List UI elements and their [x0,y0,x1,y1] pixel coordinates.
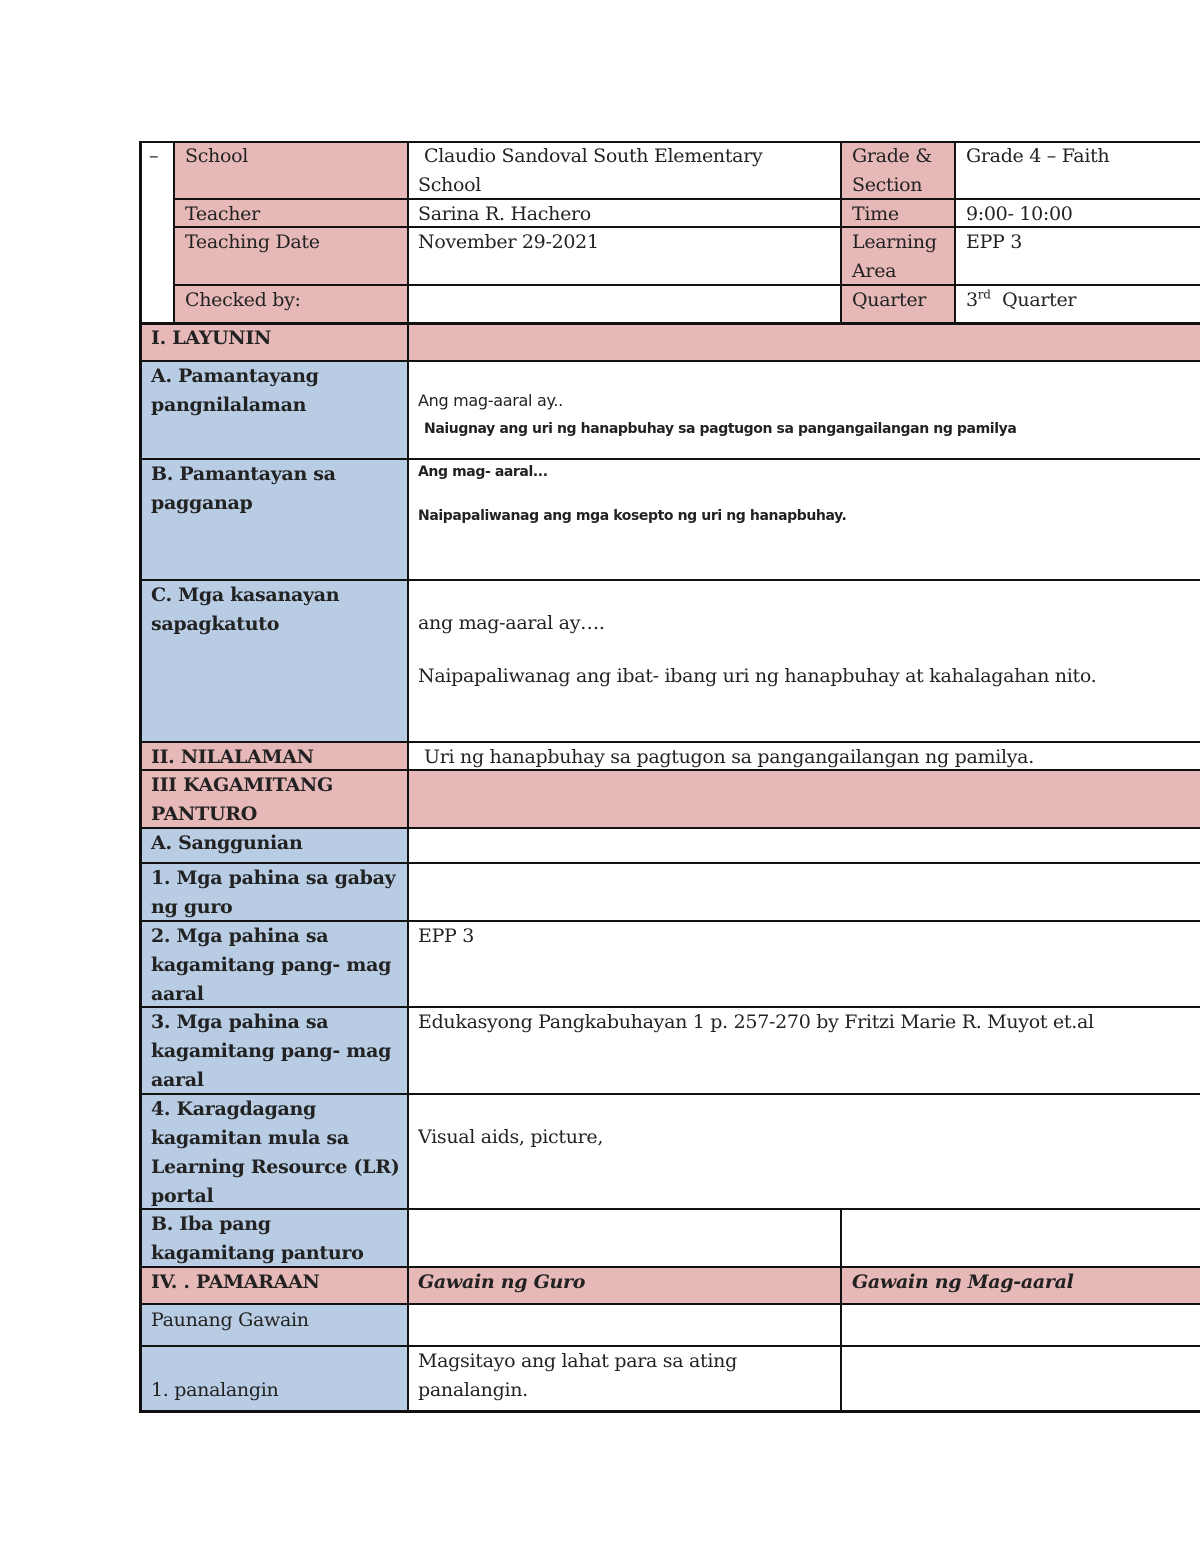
grid-line [139,1006,1200,1008]
teksbuk-label-line2: kagamitang pang- mag [151,1040,392,1062]
pagganap-label-line2: pagganap [151,492,253,514]
lr-portal-label-line3: Learning Resource (LR) [151,1156,400,1178]
pagganap-value-cell [408,460,1200,580]
kagamitan-magaaral-label-line3: aaral [151,983,204,1005]
grade-label-line2: Section [852,174,923,196]
grid-line [139,1093,1200,1095]
time-value: 9:00- 10:00 [966,203,1073,225]
date-value-cell [408,228,841,285]
quarter-suffix: rd [977,287,991,302]
pamantayang-value-cell [408,362,1200,459]
teacher-value: Sarina R. Hachero [418,203,591,225]
kasanayan-line1: ang mag-aaral ay…. [418,612,605,634]
kagamitan-magaaral-label-line2: kagamitang pang- mag [151,954,392,976]
grid-line [139,827,1200,829]
teksbuk-value: Edukasyong Pangkabuhayan 1 p. 257-270 by Fritzi Marie R. Muyot et.al [418,1011,1094,1033]
grid-line [139,862,1200,864]
checked-label: Checked by: [185,289,301,311]
paunang-gawain-guro-cell [408,1305,841,1346]
school-value-cell [408,142,841,199]
lr-portal-label-cell [141,1095,408,1209]
kasanayan-label-cell [141,581,408,742]
grid-line [139,458,1200,460]
grade-value-cell [956,142,1200,199]
school-label-cell [175,142,408,199]
kagamitan-title-cell [141,771,408,828]
school-label: School [185,145,249,167]
grid-line [139,920,1200,922]
area-value: EPP 3 [966,231,1023,253]
kagamitan-title-line1: III KAGAMITANG [151,774,333,796]
kagamitan-magaaral-value-cell [408,922,1200,1007]
quarter-label: Quarter [852,289,927,311]
iba-pang-guro-cell [408,1210,841,1267]
grid-line [840,1209,842,1412]
nilalaman-title: II. NILALAMAN [151,746,314,768]
pamantayang-label-line1: A. Pamantayang [151,365,319,387]
pamantayang-line2: Naiugnay ang uri ng hanapbuhay sa pagtugon sa pangangailangan ng pamilya [424,421,1017,437]
grid-line [173,198,1200,200]
kagamitan-magaaral-label-line1: 2. Mga pahina sa [151,925,329,947]
teksbuk-label-line3: aaral [151,1069,204,1091]
grid-line [139,1208,1200,1210]
quarter-label-cell [842,286,955,323]
dash-mark: – [149,145,159,167]
lr-portal-label-line2: kagamitan mula sa [151,1127,349,1149]
teacher-label: Teacher [185,203,260,225]
grid-line [954,141,956,324]
nilalaman-title-cell [141,743,408,770]
quarter-number: 3 [966,289,978,311]
kagamitan-title-line2: PANTURO [151,803,257,825]
gabay-value-cell [408,864,1200,921]
sanggunian-value-cell [408,829,1200,863]
grid-line [139,322,1200,325]
sanggunian-label-cell [141,829,408,863]
paunang-gawain-label: Paunang Gawain [151,1309,309,1331]
teacher-value-cell [408,200,841,227]
iba-pang-label-cell [141,1210,408,1267]
teksbuk-value-cell [408,1008,1200,1094]
kasanayan-label-line2: sapagkatuto [151,613,280,635]
grid-line [139,1266,1200,1268]
pamantayang-label-line2: pangnilalaman [151,394,307,416]
pamantayang-line1: Ang mag-aaral ay.. [418,391,563,410]
grid-line [139,1345,1200,1347]
checked-label-cell [175,286,408,323]
grid-line [139,141,142,1412]
grade-value: Grade 4 – Faith [966,145,1110,167]
pamantayang-label-cell [141,362,408,459]
grid-line [173,284,1200,286]
grid-line [139,579,1200,581]
pagganap-label-cell [141,460,408,580]
time-label-cell [842,200,955,227]
teksbuk-label-cell [141,1008,408,1094]
layunin-fill-cell [408,324,1200,361]
grid-line [173,226,1200,228]
date-label-cell [175,228,408,285]
panalangin-label-cell [141,1347,408,1410]
layunin-title-cell [141,324,408,361]
panalangin-guro-line2: panalangin. [418,1379,528,1401]
grid-line [139,1303,1200,1305]
grade-label-cell [842,142,955,199]
pamaraan-title: IV. . PAMARAAN [151,1271,320,1293]
kasanayan-line2: Naipapaliwanag ang ibat- ibang uri ng hanapbuhay at kahalagahan nito. [418,665,1097,687]
checked-value-cell [408,286,841,323]
time-label: Time [852,203,899,225]
panalangin-guro-cell [408,1347,841,1410]
gawain-magaaral-header-cell [842,1268,1200,1304]
teacher-label-cell [175,200,408,227]
paunang-gawain-magaaral-cell [842,1305,1200,1346]
area-label-line2: Area [852,260,897,282]
grid-line [407,141,409,1412]
pagganap-label-line1: B. Pamantayan sa [151,463,336,485]
gabay-label-line1: 1. Mga pahina sa gabay [151,867,396,889]
layunin-title: I. LAYUNIN [151,327,272,349]
lr-portal-label-line1: 4. Karagdagang [151,1098,316,1120]
panalangin-magaaral-cell [842,1347,1200,1410]
paunang-gawain-label-cell [141,1305,408,1346]
area-value-cell [956,228,1200,285]
school-value-line2: School [418,174,482,196]
grid-line [139,1410,1200,1413]
iba-pang-label-line1: B. Iba pang [151,1213,271,1235]
date-value: November 29-2021 [418,231,599,253]
quarter-word: Quarter [1002,289,1077,311]
kasanayan-label-line1: C. Mga kasanayan [151,584,340,606]
dash-cell [141,142,174,323]
area-label-line1: Learning [852,231,937,253]
grid-line [139,360,1200,362]
lr-portal-value-cell [408,1095,1200,1209]
iba-pang-magaaral-cell [842,1210,1200,1267]
grid-line [139,769,1200,771]
date-label: Teaching Date [185,231,320,253]
teksbuk-label-line1: 3. Mga pahina sa [151,1011,329,1033]
grid-line [840,141,842,324]
grid-line [173,141,175,324]
grid-line [139,741,1200,743]
school-value-line1: Claudio Sandoval South Elementary [424,145,763,167]
kagamitan-magaaral-label-cell [141,922,408,1007]
pagganap-line1: Ang mag- aaral... [418,464,548,480]
kagamitan-fill-cell [408,771,1200,828]
time-value-cell [956,200,1200,227]
nilalaman-value-cell [408,743,1200,770]
pamaraan-title-cell [141,1268,408,1304]
kasanayan-value-cell [408,581,1200,742]
quarter-value-cell [956,286,1200,323]
pagganap-line2: Naipapaliwanag ang mga kosepto ng uri ng hanapbuhay. [418,508,847,524]
gawain-guro-header-cell [408,1268,841,1304]
area-label-cell [842,228,955,285]
kagamitan-magaaral-value: EPP 3 [418,925,475,947]
gabay-label-cell [141,864,408,921]
gawain-guro-header: Gawain ng Guro [418,1271,586,1293]
gawain-magaaral-header: Gawain ng Mag-aaral [852,1271,1074,1293]
panalangin-guro-line1: Magsitayo ang lahat para sa ating [418,1350,737,1372]
nilalaman-value: Uri ng hanapbuhay sa pagtugon sa pangangailangan ng pamilya. [424,746,1034,768]
grade-label-line1: Grade & [852,145,932,167]
panalangin-label: 1. panalangin [151,1379,279,1401]
lr-portal-label-line4: portal [151,1185,214,1207]
iba-pang-label-line2: kagamitang panturo [151,1242,364,1264]
gabay-label-line2: ng guro [151,896,233,918]
lr-portal-value: Visual aids, picture, [418,1126,604,1148]
grid-line [139,141,1200,143]
sanggunian-label: A. Sanggunian [151,832,303,854]
